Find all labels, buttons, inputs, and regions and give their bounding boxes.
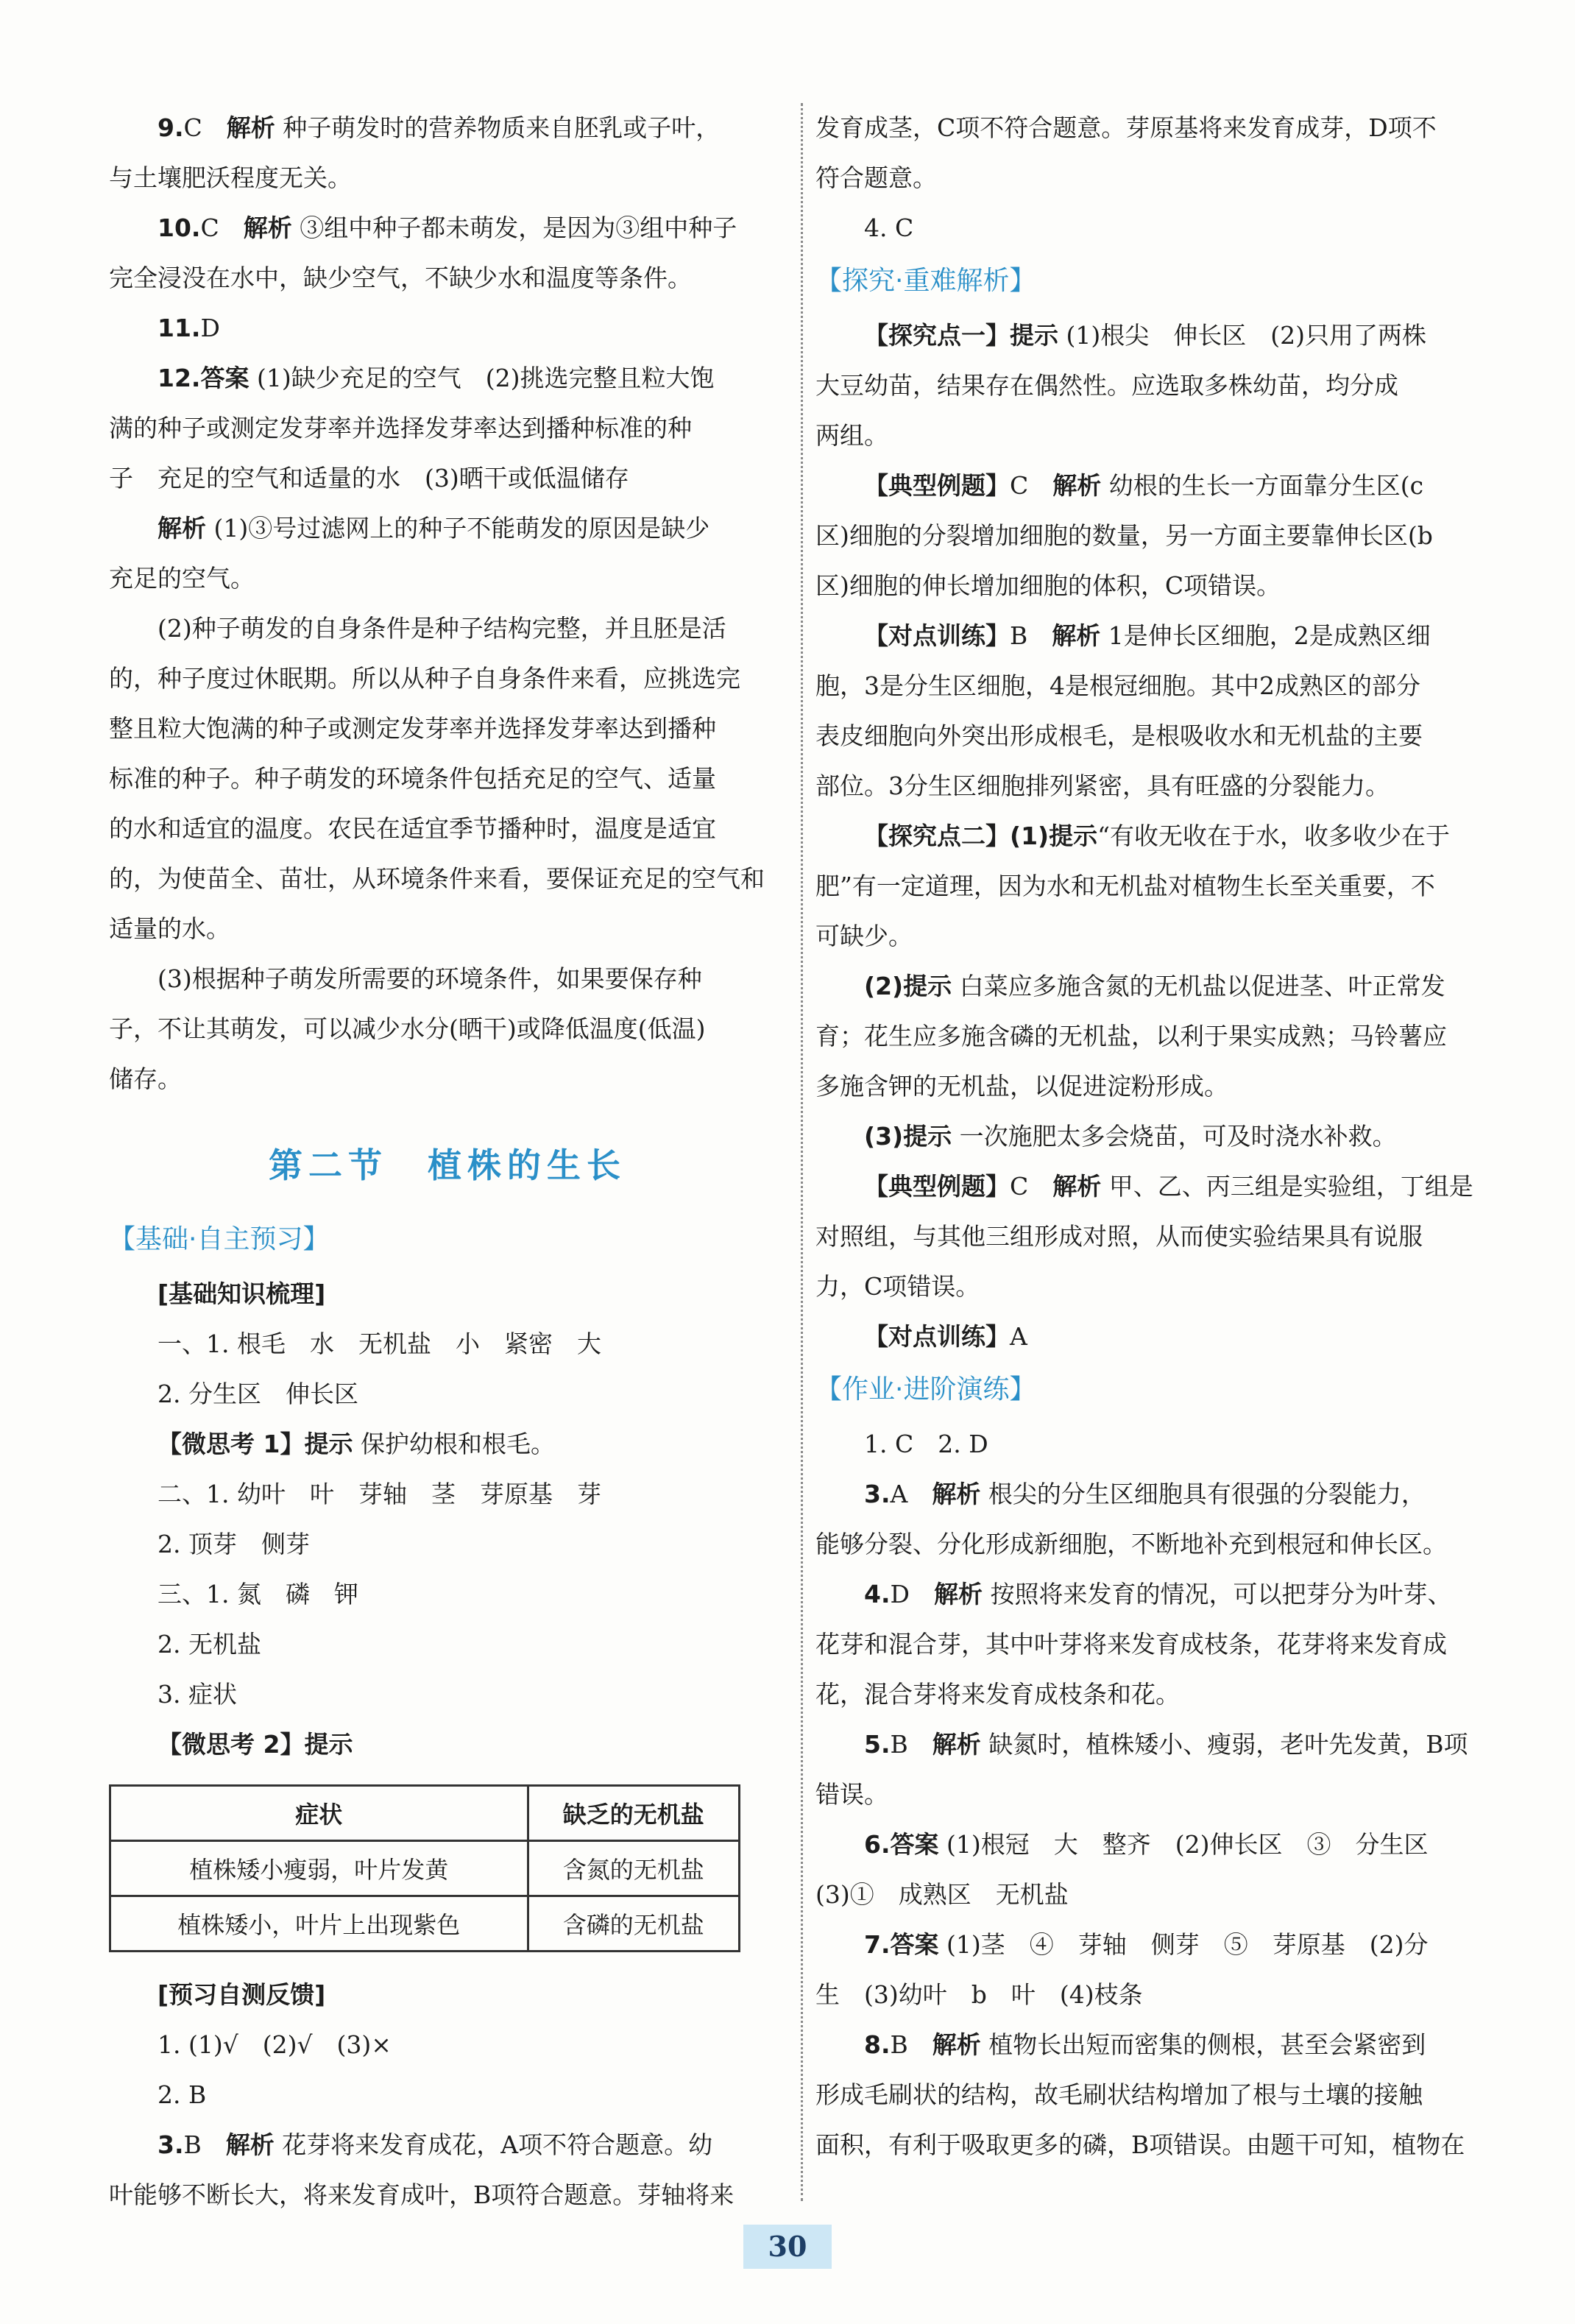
- page-number: 30: [743, 2225, 832, 2269]
- answer-12-explanation-cont: 充足的空气。: [109, 564, 255, 593]
- text-line: 符合题意。: [815, 163, 937, 192]
- answer-12-part2-cont: 适量的水。: [109, 914, 230, 943]
- knowledge-line: 三、1. 氮 磷 钾: [158, 1580, 358, 1608]
- homework-4: 4.D 解析 按照将来发育的情况，可以把芽分为叶芽、: [864, 1580, 1452, 1608]
- column-divider: [801, 103, 803, 2201]
- explore-point-2b-cont: 多施含钾的无机盐，以促进淀粉形成。: [815, 1072, 1228, 1101]
- right-column: [815, 103, 1493, 2170]
- feedback-line: 2. B: [158, 2080, 207, 2109]
- answer-9-cont: 与土壤肥沃程度无关。: [109, 163, 352, 192]
- explore-point-2-cont: 可缺少。: [815, 922, 913, 950]
- feedback-3-cont: 叶能够不断长大，将来发育成叶，B项符合题意。芽轴将来: [109, 2180, 735, 2209]
- knowledge-line: 2. 顶芽 侧芽: [158, 1530, 310, 1558]
- homework-7-cont: 生 (3)幼叶 b 叶 (4)枝条: [815, 1980, 1143, 2009]
- micro-think-2: 【微思考 2】提示: [158, 1730, 353, 1759]
- table-cell: 含氮的无机盐: [528, 1841, 739, 1896]
- answer-12-cont: 子 充足的空气和适量的水 (3)晒干或低温储存: [109, 464, 629, 492]
- explore-point-1: 【探究点一】提示 (1)根尖 伸长区 (2)只用了两株: [864, 321, 1426, 350]
- homework-4-cont: 花芽和混合芽，其中叶芽将来发育成枝条，花芽将来发育成: [815, 1630, 1447, 1659]
- text-line: 发育成茎，C项不符合题意。芽原基将来发育成芽，D项不: [815, 113, 1437, 142]
- answer-12-part2-cont: 整且粒大饱满的种子或测定发芽率并选择发芽率达到播种: [109, 714, 716, 743]
- homework-8-cont: 面积，有利于吸取更多的磷，B项错误。由题干可知，植物在: [815, 2130, 1465, 2159]
- table-row: [110, 1841, 740, 1896]
- homework-8: 8.B 解析 植物长出短而密集的侧根，甚至会紧密到: [864, 2030, 1426, 2059]
- typical-example-1-cont: 区)细胞的伸长增加细胞的体积，C项错误。: [815, 571, 1281, 600]
- explore-point-2: 【探究点二】(1)提示“有收无收在于水，收多收少在于: [864, 822, 1451, 850]
- explore-point-2c: (3)提示 一次施肥太多会烧苗，可及时浇水补救。: [864, 1122, 1397, 1151]
- feedback-line: 1. (1)√ (2)√ (3)×: [158, 2030, 392, 2059]
- feedback-3: 3.B 解析 花芽将来发育成花，A项不符合题意。幼: [158, 2130, 713, 2159]
- answer-12: 12.答案 (1)缺少充足的空气 (2)挑选完整且粒大饱: [158, 364, 715, 392]
- homework-6: 6.答案 (1)根冠 大 整齐 (2)伸长区 ③ 分生区: [864, 1830, 1429, 1859]
- answer-12-part3: (3)根据种子萌发所需要的环境条件，如果要保存种: [158, 964, 702, 993]
- answer-12-explanation: 解析 (1)③号过滤网上的种子不能萌发的原因是缺少: [158, 514, 710, 543]
- answer-12-part2-cont: 标准的种子。种子萌发的环境条件包括充足的空气、适量: [109, 764, 716, 793]
- training-2: 【对点训练】A: [864, 1322, 1027, 1351]
- homework-5: 5.B 解析 缺氮时，植株矮小、瘦弱，老叶先发黄，B项: [864, 1730, 1468, 1759]
- homework-3-cont: 能够分裂、分化形成新细胞，不断地补充到根冠和伸长区。: [815, 1530, 1447, 1558]
- training-1-cont: 表皮细胞向外突出形成根毛，是根吸收水和无机盐的主要: [815, 721, 1423, 750]
- typical-example-1: 【典型例题】C 解析 幼根的生长一方面靠分生区(c: [864, 471, 1424, 500]
- table-header: 缺乏的无机盐: [528, 1786, 739, 1841]
- answer-11: 11.D: [158, 314, 220, 342]
- explore-point-2b-cont: 育；花生应多施含磷的无机盐，以利于果实成熟；马铃薯应: [815, 1022, 1447, 1050]
- homework-7: 7.答案 (1)茎 ④ 芽轴 侧芽 ⑤ 芽原基 (2)分: [864, 1930, 1429, 1959]
- left-column: [109, 103, 786, 2220]
- typical-example-2: 【典型例题】C 解析 甲、乙、丙三组是实验组，丁组是: [864, 1172, 1473, 1201]
- homework-3: 3.A 解析 根尖的分生区细胞具有很强的分裂能力，: [864, 1480, 1426, 1508]
- answer-12-part3-cont: 子，不让其萌发，可以减少水分(晒干)或降低温度(低温): [109, 1014, 706, 1043]
- knowledge-line: 3. 症状: [158, 1680, 237, 1709]
- table-cell: 植株矮小瘦弱，叶片发黄: [110, 1841, 528, 1896]
- knowledge-line: 二、1. 幼叶 叶 芽轴 茎 芽原基 芽: [158, 1480, 601, 1508]
- training-1-cont: 部位。3分生区细胞排列紧密，具有旺盛的分裂能力。: [815, 771, 1390, 800]
- micro-think-1: 【微思考 1】提示 保护幼根和根毛。: [158, 1430, 555, 1458]
- answer-9: 9.C 解析 种子萌发时的营养物质来自胚乳或子叶，: [158, 113, 721, 142]
- explore-point-2-cont: 肥”有一定道理，因为水和无机盐对植物生长至关重要，不: [815, 872, 1435, 900]
- explore-point-1-cont: 两组。: [815, 421, 888, 450]
- section-title: 第二节 植株的生长: [269, 1145, 626, 1185]
- section-header-homework: 【作业·进阶演练】: [815, 1374, 1036, 1405]
- explore-point-2b: (2)提示 白菜应多施含氮的无机盐以促进茎、叶正常发: [864, 972, 1445, 1000]
- table-cell: 含磷的无机盐: [528, 1896, 739, 1952]
- answer-12-part2-cont: 的，种子度过休眠期。所以从种子自身条件来看，应挑选完: [109, 664, 740, 693]
- homework-4-cont: 花，混合芽将来发育成枝条和花。: [815, 1680, 1180, 1709]
- knowledge-title: [基础知识梳理]: [158, 1279, 326, 1308]
- knowledge-line: 一、1. 根毛 水 无机盐 小 紧密 大: [158, 1329, 601, 1358]
- deficiency-table: [109, 1784, 740, 1952]
- table-cell: 植株矮小，叶片上出现紫色: [110, 1896, 528, 1952]
- knowledge-line: 2. 分生区 伸长区: [158, 1380, 358, 1408]
- section-header-explore: 【探究·重难解析】: [815, 266, 1036, 296]
- knowledge-line: 2. 无机盐: [158, 1630, 261, 1659]
- table-header: 症状: [110, 1786, 528, 1841]
- training-1: 【对点训练】B 解析 1是伸长区细胞，2是成熟区细: [864, 621, 1431, 650]
- section-header-preview: 【基础·自主预习】: [109, 1224, 330, 1254]
- answer-12-part2-cont: 的水和适宜的温度。农民在适宜季节播种时，温度是适宜: [109, 814, 716, 843]
- training-1-cont: 胞，3是分生区细胞，4是根冠细胞。其中2成熟区的部分: [815, 671, 1420, 700]
- table-row: [110, 1896, 740, 1952]
- explore-point-1-cont: 大豆幼苗，结果存在偶然性。应选取多株幼苗，均分成: [815, 371, 1398, 400]
- homework-5-cont: 错误。: [815, 1780, 888, 1809]
- table-header-row: [110, 1786, 740, 1841]
- typical-example-2-cont: 力，C项错误。: [815, 1272, 980, 1301]
- answer-4: 4. C: [864, 213, 914, 242]
- answer-10-cont: 完全浸没在水中，缺少空气，不缺少水和温度等条件。: [109, 264, 692, 292]
- homework-6-cont: (3)① 成熟区 无机盐: [815, 1880, 1069, 1909]
- answer-12-part3-cont: 储存。: [109, 1064, 182, 1093]
- homework-1-2: 1. C 2. D: [864, 1430, 988, 1458]
- feedback-title: [预习自测反馈]: [158, 1980, 326, 2009]
- answer-12-part2: (2)种子萌发的自身条件是种子结构完整，并且胚是活: [158, 614, 726, 643]
- typical-example-2-cont: 对照组，与其他三组形成对照，从而使实验结果具有说服: [815, 1222, 1423, 1251]
- answer-12-part2-cont: 的，为使苗全、苗壮，从环境条件来看，要保证充足的空气和: [109, 864, 765, 893]
- answer-10: 10.C 解析 ③组中种子都未萌发，是因为③组中种子: [158, 213, 737, 242]
- answer-12-cont: 满的种子或测定发芽率并选择发芽率达到播种标准的种: [109, 414, 692, 442]
- typical-example-1-cont: 区)细胞的分裂增加细胞的数量，另一方面主要靠伸长区(b: [815, 521, 1433, 550]
- homework-8-cont: 形成毛刷状的结构，故毛刷状结构增加了根与土壤的接触: [815, 2080, 1423, 2109]
